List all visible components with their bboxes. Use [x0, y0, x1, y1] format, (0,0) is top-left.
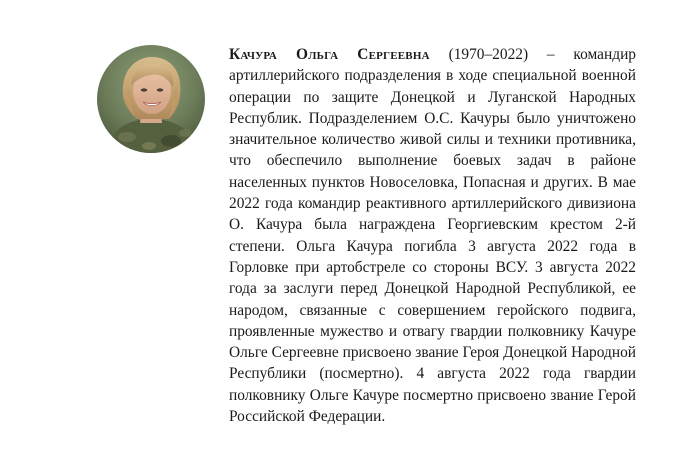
portrait-image [97, 45, 205, 153]
portrait-photo [97, 45, 205, 153]
person-name: Качура Ольга Сергеевна [229, 46, 430, 63]
biography-text: – командир артиллерийского подразделения в ходе специальной военной операции по защите Донецкой и Луганской Народных Республик. Подразделением О.С. Качуры было уничтожено значительное количество живой силы и техники противника, что обеспечило выполнение боевых задач в районе населенных пунктов Новоселовка, Попасная и других. В мае 2022 года командир реактивного артиллерийского дивизиона О. Качура была награждена Георгиевским крестом 2-й степени. Ольга Качура погибла 3 августа 2022 года в Горловке при артобстреле со стороны ВСУ. 3 августа 2022 года за заслуги перед Донецкой Народной Республикой, ее народом, связанные с совершением геройского подвига, проявленные мужество и отвагу гвардии полковнику Качуре Ольге Сергеевне присвоено звание Героя Донецкой Народной Республики (посмертно). 4 августа 2022 года гвардии полковнику Ольге Качуре посмертно присвоено звание Герой Российской Федерации. [229, 46, 636, 426]
person-years: (1970–2022) [448, 46, 529, 63]
biography-paragraph [229, 44, 636, 427]
